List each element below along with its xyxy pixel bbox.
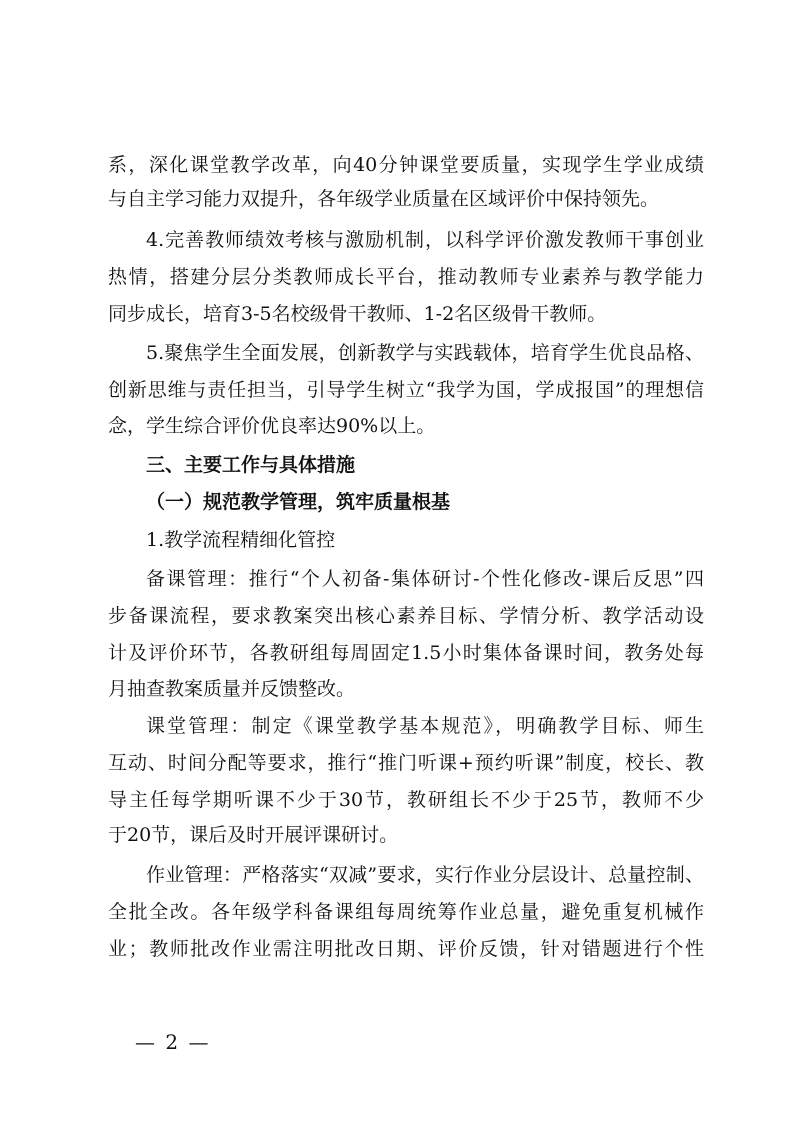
paragraph-line: 导主任每学期听课不少于30节，教研组长不少于25节，教师不少: [108, 789, 704, 811]
paragraph-line: 5.聚焦学生全面发展，创新教学与实践载体，培育学生优良品格、: [146, 342, 704, 364]
page-number: — 2 —: [135, 1030, 211, 1054]
paragraph-line: 课堂管理：制定《课堂教学基本规范》，明确教学目标、师生: [146, 715, 704, 737]
paragraph-line: 计及评价环节，各教研组每周固定1.5小时集体备课时间，教务处每: [108, 642, 704, 664]
paragraph-line: 同步成长，培育3-5名校级骨干教师、1-2名区级骨干教师。: [108, 303, 607, 325]
paragraph-line: 备课管理：推行“个人初备-集体研讨-个性化修改-课后反思”四: [146, 568, 704, 590]
paragraph-line: 全批全改。各年级学科备课组每周统筹作业总量，避免重复机械作: [108, 901, 704, 923]
paragraph-line: 4.完善教师绩效考核与激励机制，以科学评价激发教师干事创业: [146, 229, 704, 251]
section-heading: 三、主要工作与具体措施: [146, 454, 356, 476]
paragraph-line: 与自主学习能力双提升，各年级学业质量在区域评价中保持领先。: [108, 188, 660, 210]
paragraph-line: 热情，搭建分层分类教师成长平台，推动教师专业素养与教学能力: [108, 266, 704, 288]
paragraph-line: 系，深化课堂教学改革，向40分钟课堂要质量，实现学生学业成绩: [108, 154, 704, 176]
paragraph-line: 于20节，课后及时开展评课研讨。: [108, 824, 399, 846]
item-heading: 1.教学流程精细化管控: [146, 529, 336, 551]
paragraph-line: 创新思维与责任担当，引导学生树立“我学为国，学成报国”的理想信: [108, 379, 704, 401]
paragraph-line: 念，学生综合评价优良率达90%以上。: [108, 415, 436, 437]
paragraph-line: 步备课流程，要求教案突出核心素养目标、学情分析、教学活动设: [108, 605, 704, 627]
paragraph-line: 业；教师批改作业需注明批改日期、评价反馈，针对错题进行个性: [108, 938, 704, 960]
subsection-heading: （一）规范教学管理，筑牢质量根基: [146, 491, 451, 513]
paragraph-line: 作业管理：严格落实“双减”要求，实行作业分层设计、总量控制、: [146, 864, 704, 886]
paragraph-line: 月抽查教案质量并反馈整改。: [108, 678, 356, 700]
paragraph-line: 互动、时间分配等要求，推行“推门听课+预约听课”制度，校长、教: [108, 752, 704, 774]
